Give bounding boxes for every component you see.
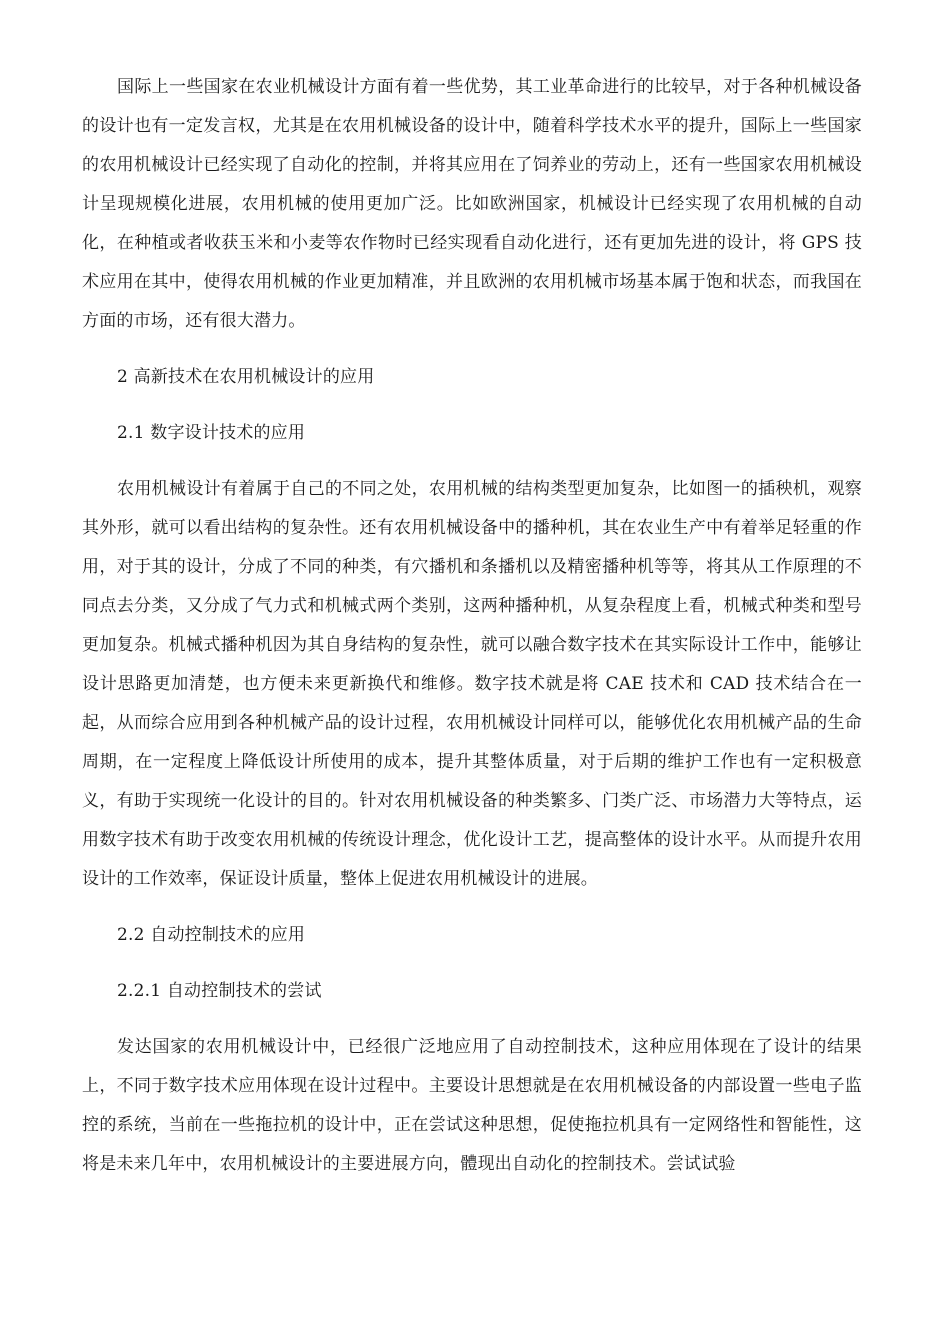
section-heading-2-2-1: 2.2.1 自动控制技术的尝试 (117, 981, 322, 1001)
spacer (82, 1011, 862, 1028)
section-heading-2-1: 2.1 数字设计技术的应用 (117, 423, 306, 443)
spacer (82, 899, 862, 916)
spacer (82, 397, 862, 414)
spacer (82, 453, 862, 470)
spacer (82, 341, 862, 358)
document-page (82, 68, 862, 1184)
paragraph-intro: 国际上一些国家在农业机械设计方面有着一些优势，其工业革命进行的比较早，对于各种机械设备的设计也有一定发言权，尤其是在农用机械设备的设计中，随着科学技术水平的提升，国际上一些国家的农用机械设计已经实现了自动化的控制，并将其应用在了饲养业的劳动上，还有一些国家农用机械设计呈现规模化进展，农用机械的使用更加广泛。比如欧洲国家，机械设计已经实现了农用机械的自动化，在种植或者收获玉米和小麦等农作物时已经实现看自动化进行，还有更加先进的设计，将 GPS 技术应用在其中，使得农用机械的作业更加精准，并且欧洲的农用机械市场基本属于饱和状态，而我国在方面的市场，还有很大潜力。 (82, 77, 862, 331)
paragraph-digital-design: 农用机械设计有着属于自己的不同之处，农用机械的结构类型更加复杂，比如图一的插秧机，观察其外形，就可以看出结构的复杂性。还有农用机械设备中的播种机，其在农业生产中有着举足轻重的作用，对于其的设计，分成了不同的种类，有穴播机和条播机以及精密播种机等等，将其从工作原理的不同点去分类，又分成了气力式和机械式两个类别，这两种播种机，从复杂程度上看，机械式种类和型号更加复杂。机械式播种机因为其自身结构的复杂性，就可以融合数字技术在其实际设计工作中，能够让设计思路更加清楚，也方便未来更新换代和维修。数字技术就是将 CAE 技术和 CAD 技术结合在一起，从而综合应用到各种机械产品的设计过程，农用机械设计同样可以，能够优化农用机械产品的生命周期，在一定程度上降低设计所使用的成本，提升其整体质量，对于后期的维护工作也有一定积极意义，有助于实现统一化设计的目的。针对农用机械设备的种类繁多、门类广泛、市场潜力大等特点，运用数字技术有助于改变农用机械的传统设计理念，优化设计工艺，提高整体的设计水平。从而提升农用设计的工作效率，保证设计质量，整体上促进农用机械设计的进展。 (82, 479, 862, 889)
spacer (82, 955, 862, 972)
paragraph-auto-control: 发达国家的农用机械设计中，已经很广泛地应用了自动控制技术，这种应用体现在了设计的结果上，不同于数字技术应用体现在设计过程中。主要设计思想就是在农用机械设备的内部设置一些电子监控的系统，当前在一些拖拉机的设计中，正在尝试这种思想，促使拖拉机具有一定网络性和智能性，这将是未来几年中，农用机械设计的主要进展方向，體现出自动化的控制技术。尝试试验 (82, 1037, 862, 1174)
section-heading-2-2: 2.2 自动控制技术的应用 (117, 925, 306, 945)
section-heading-2: 2 高新技术在农用机械设计的应用 (117, 367, 375, 387)
